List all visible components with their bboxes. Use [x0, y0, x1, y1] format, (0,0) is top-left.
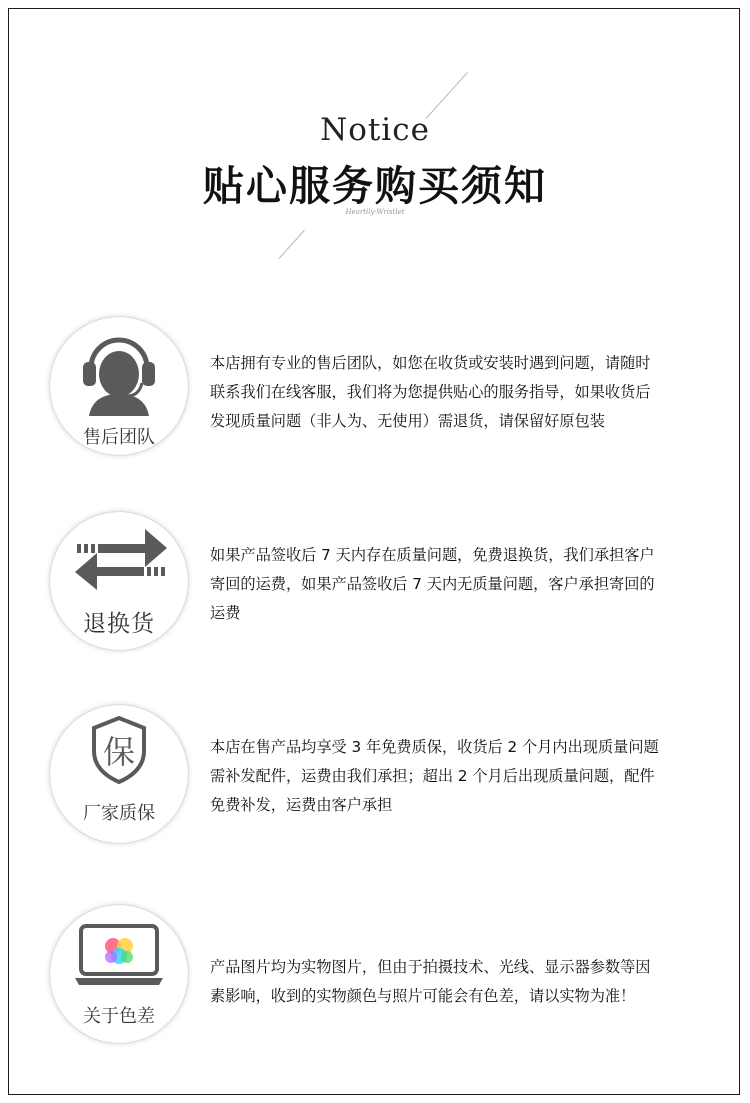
badge-label: 厂家质保: [83, 803, 155, 824]
notice-heading: Notice: [320, 112, 430, 148]
text-line: 本店拥有专业的售后团队，如您在收货或安装时遇到问题，请随时: [210, 354, 651, 372]
after-sales-text: [210, 349, 710, 436]
text-line: 联系我们在线客服，我们将为您提供贴心的服务指导，如果收货后: [210, 383, 651, 401]
text-line: 素影响，收到的实物颜色与照片可能会有色差，请以实物为准！: [210, 987, 636, 1005]
text-line: 如果产品签收后 7 天内存在质量问题，免费退换货，我们承担客户: [210, 546, 655, 564]
text-line: 本店在售产品均享受 3 年免费质保，收货后 2 个月内出现质量问题: [210, 738, 659, 756]
badge-warranty: [50, 705, 188, 843]
badge-label: 关于色差: [83, 1006, 155, 1027]
returns-text: [210, 541, 710, 628]
badge-label: 退换货: [83, 611, 155, 637]
page-title: 贴心服务购买须知: [203, 162, 547, 210]
shield-char: 保: [102, 733, 135, 771]
laptop-color-icon: [73, 923, 165, 987]
warranty-text: [210, 733, 710, 820]
exchange-arrows-icon: [71, 526, 171, 590]
text-line: 寄回的运费，如果产品签收后 7 天内无质量问题，客户承担寄回的: [210, 575, 655, 593]
text-line: 产品图片均为实物图片，但由于拍摄技术、光线、显示器参数等因: [210, 958, 651, 976]
badge-returns: [50, 512, 188, 650]
badge-color-difference: [50, 905, 188, 1043]
text-line: 免费补发，运费由客户承担: [210, 796, 393, 814]
color-difference-text: [210, 953, 710, 1011]
text-line: 运费: [210, 604, 241, 622]
text-line: 需补发配件，运费由我们承担；超出 2 个月后出现质量问题，配件: [210, 767, 655, 785]
shield-icon: [89, 715, 149, 785]
badge-label: 售后团队: [83, 427, 155, 448]
badge-after-sales: [50, 317, 188, 455]
script-tagline: Heartily-Wristlet: [345, 208, 405, 216]
headset-person-icon: [79, 328, 159, 416]
text-line: 发现质量问题（非人为、无使用）需退货，请保留好原包装: [210, 412, 605, 430]
